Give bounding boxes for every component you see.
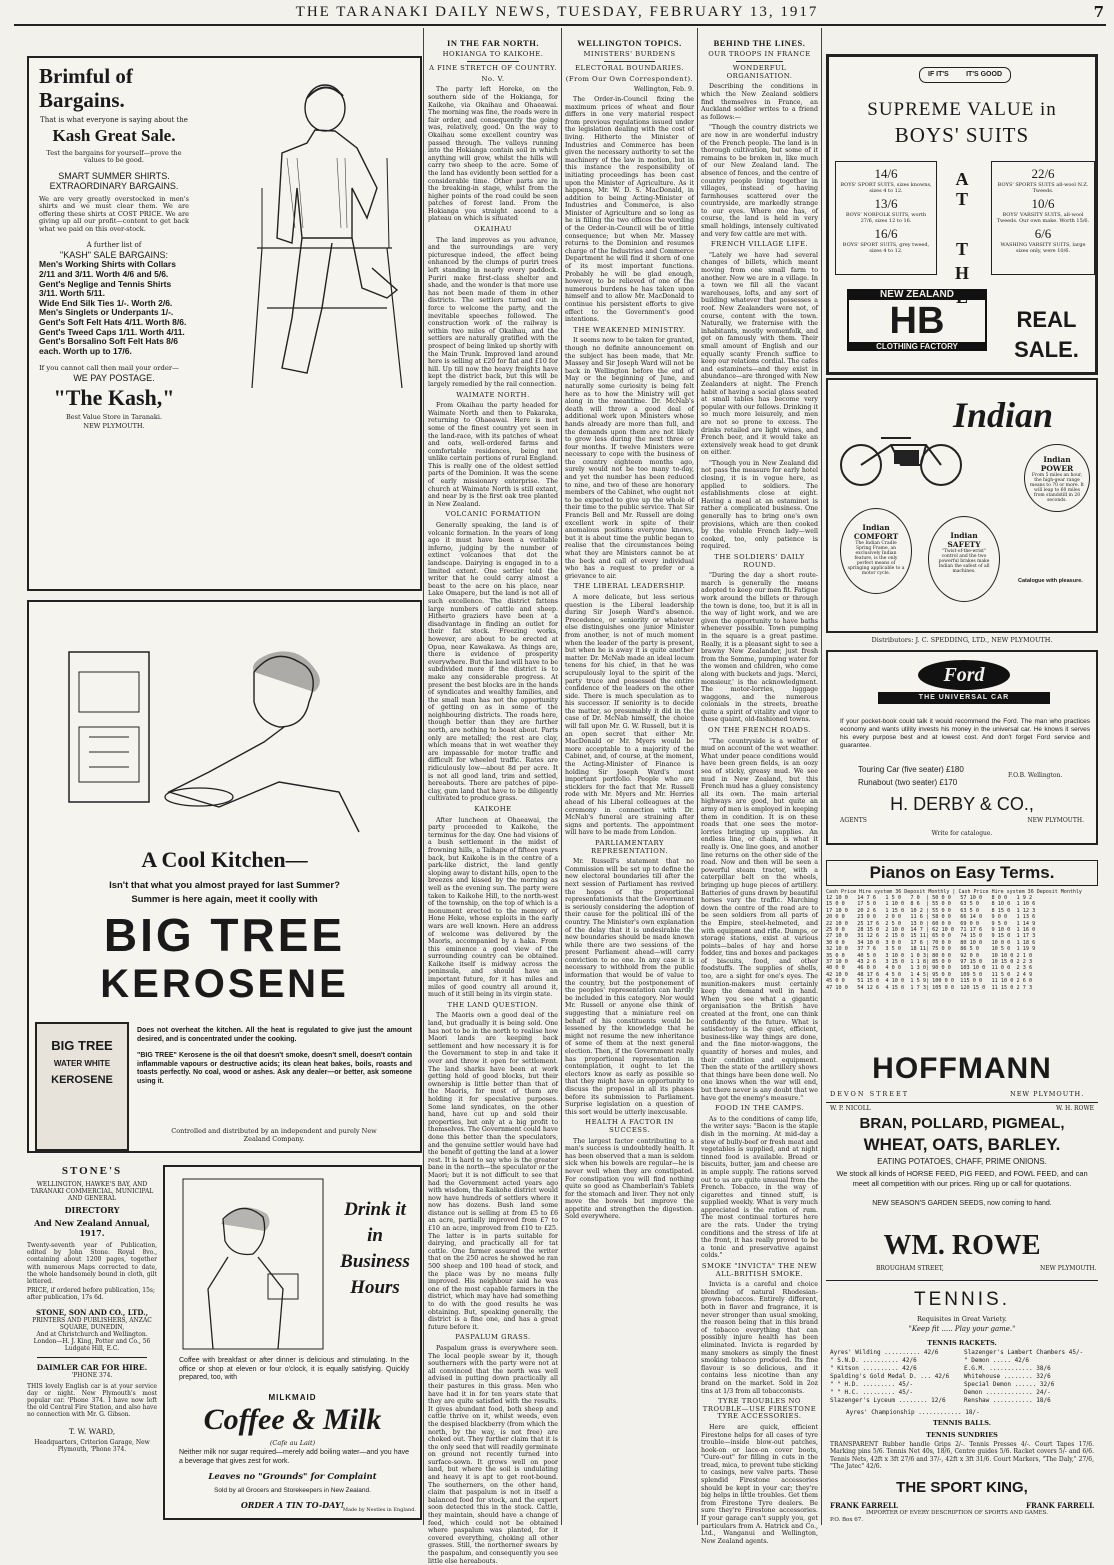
suit-desc: BOYS' VARSITY SUITS, all-wool Tweeds. Our own make. Worth 15/6. xyxy=(996,212,1090,224)
behind-p5: "During the day a short route-march is generally the means adopted to keep our men fit. Fatigue work around the billets or through the town is done, too, but it is all in the way of light work, and we are given the opportunity to have baths whenever possible. Town pumping in the square is a great pastime. Really, it is a pleasant sight to see a brawny New Zealander, just fresh from the Somme, pumping water for the women and children, who come along with buckets and jugs. 'Merci, monsieur,' is the acknowledgment. The motor-lorries, luggage waggons, and the numerous colonials in the streets, breathe quite a spirit of vitality and vigor to these quaint, old-fashioned towns. xyxy=(701,572,818,724)
piano-row: 12 10 0 14 7 6 1 5 0 7 0 | 50 0 0 57 10 0 8 0 0 1 9 2 xyxy=(826,895,1033,901)
tennis-balls: TENNIS BALLS. xyxy=(932,1419,992,1427)
rowe-stock: We stock all kinds of HORSE FEED, PIG FEED, and FOWL FEED, and can meet all competition with our prices. Ring up or call for quotations. xyxy=(836,1169,1088,1188)
kash-town: NEW PLYMOUTH. xyxy=(83,421,145,430)
boys-suits-ad xyxy=(826,54,1098,375)
suit-price: 13/6 xyxy=(874,196,898,211)
seated-man-illustration xyxy=(237,68,412,398)
daimler-title: DAIMLER CAR FOR HIRE. xyxy=(36,1362,148,1372)
rowe-eating: EATING POTATOES, CHAFF, PRIME ONIONS. xyxy=(877,1157,1047,1166)
daimler-phone: 'PHONE 374. xyxy=(71,1371,113,1379)
kash-ad xyxy=(27,56,422,591)
piano-row: 35 0 0 40 5 0 3 10 0 1 0 3| 80 0 0 92 0 0 10 10 0 2 1 0 xyxy=(826,952,1033,959)
milkmaid-sold: Sold by all Grocers and Storekeepers in New Zealand. xyxy=(214,1487,371,1494)
column-rule xyxy=(697,28,698,1525)
tennis-req: Requisites in Great Variety. xyxy=(917,1315,1007,1323)
health-heading: HEALTH A FACTOR IN SUCCESS. xyxy=(585,1118,674,1134)
stones-firm-3: And at Christchurch and Wellington. London—H. J. King, Potter and Co., 56 Ludgate Hill, E.C. xyxy=(33,1330,151,1352)
pianos-title: Pianos on Easy Terms. xyxy=(826,860,1098,886)
rowe-addr: BROUGHAM STREET, xyxy=(876,1265,944,1272)
wellington-own: (From Our Own Correspondent). xyxy=(565,74,694,83)
column-rule xyxy=(561,28,562,1525)
page-number: 7 xyxy=(1093,3,1104,21)
rowe-name: WM. ROWE xyxy=(883,1230,1041,1261)
indian-comfort-desc: The Indian Cradle Spring Frame, an exclusively Indian feature, is the only perfect means of springing applicable to a motor cycle. xyxy=(847,541,905,576)
rowe-seeds: NEW SEASON'S GARDEN SEEDS, now coming to hand. xyxy=(872,1200,1052,1207)
far-north-p5: After luncheon at Ohaeawai, the party proceeded to Kaikohe, the terminus for the day. One had visions of a bush settlement in the midst of frowning hills, a Taihape of fifteen years back, but Kaikohe is in the centre of a park-like district, the land gently sloping away to distant hills, open to the breezes and kissed by the morning as well as the evening sun. The party were taken to Kaikohe Hill, to the north-west of the township, on the top of which is a monument erected to the memory of Hone Heke, whose exploits in the early wars are well known. Here an address of welcome was delivered by the Maoris, accompanied by a haka. From this eminence a good view of the surrounding country can be obtained. Kaikohe itself is midway across the peninsula, and should have an important future, for it has miles and miles of good country all around it, much of it still being in its virgin state. xyxy=(428,816,558,999)
ford-logo xyxy=(878,660,1050,708)
boys-left-box xyxy=(835,161,937,275)
milkmaid-cafe: (Cafe au Lait) xyxy=(269,1439,316,1447)
ford-tag: THE UNIVERSAL CAR xyxy=(878,692,1050,704)
suit-desc: WASHING VARSITY SUITS, large sizes only, were 10/6. xyxy=(1000,242,1086,254)
kash-item: Wide End Silk Ties 1/-. Worth 2/6. xyxy=(39,297,173,308)
indian-power-desc: From 5 miles an hour, the high-gear range means to 70 or more. It will leap to 60 miles from standstill in 20 seconds. xyxy=(1030,473,1084,503)
motorcycle-illustration xyxy=(836,420,966,490)
far-north-sub-1: HOKIANGA TO KAIKOHE. xyxy=(442,49,544,58)
kitchen-question-2: Summer is here again, meet it coolly with xyxy=(131,894,318,905)
kash-item: Gent's Borsalino Soft Felt Hats 8/6 each. Worth up to 17/6. xyxy=(39,336,178,356)
behind-p7: As to the conditions of camp life, the writer says: "Bacon is the staple dish in the morning. At mid-day a stew of bully-beef or fresh meat and vegetables is supplied, and at night tinned food is available. Bread or biscuits, butter, jam and cheese are in ample supply. The rations served out to us are quite unusual from the French. Tobacco, in the way of cigarettes and tinned stuff, is supplied weekly. What is very much appreciated is the ration of rum. The most continual tortures here are the rats. Under the trying conditions and the stress of life at the front, it has really proved to be a tonic and preservative against colds." xyxy=(701,1115,818,1260)
piano-row: 20 0 0 23 0 0 2 0 0 11 6 | 58 0 0 66 14 0 9 0 0 1 13 6 xyxy=(826,914,1036,921)
ford-runabout: Runabout (two seater) £170 xyxy=(858,778,958,787)
tennis-racquets: TENNIS RACKETS. xyxy=(927,1339,997,1347)
kerosene-ad xyxy=(27,600,422,1153)
suit-price: 14/6 xyxy=(874,166,898,181)
piano-row: 45 0 0 51 15 0 4 10 0 1 5 9| 100 0 0 115 0 0 11 10 0 2 6 0 xyxy=(826,978,1033,985)
milkmaid-leaves: Leaves no "Grounds" for Complaint xyxy=(208,1472,377,1482)
liberal-heading: THE LIBERAL LEADERSHIP. xyxy=(573,582,686,591)
pianos-ad xyxy=(826,860,1098,1050)
indian-power: Indian POWER xyxy=(1040,455,1074,473)
far-north-column xyxy=(428,36,558,1565)
stones-annual: And New Zealand Annual, 1917. xyxy=(34,1218,150,1238)
tennis-racket-item: Slazenger's Lyceum ........ 12/6 xyxy=(830,1397,946,1404)
suit-price: 22/6 xyxy=(1031,166,1055,181)
tin-label-1: BIG TREE xyxy=(51,1038,113,1053)
milkmaid-product: Coffee & Milk xyxy=(203,1403,382,1436)
newspaper-title: THE TARANAKI DAILY NEWS, TUESDAY, FEBRUARY 13, 1917 xyxy=(295,4,819,20)
kaikohe-heading: KAIKOHE xyxy=(474,805,512,813)
land-question-heading: THE LAND QUESTION. xyxy=(447,1000,539,1009)
far-north-number: No. V. xyxy=(481,74,505,83)
kash-postage: WE PAY POSTAGE. xyxy=(73,372,155,383)
frank-farrell-left: FRANK FARRELL xyxy=(830,1501,898,1510)
kash-body: We are very greatly overstocked in men's shirts and we must clear them. We are offering these shirts at COST PRICE. We are giving up all our profit—content to get back what we paid on this over-stock. xyxy=(39,194,189,233)
ford-touring: Touring Car (five seater) £180 xyxy=(858,765,964,774)
piano-row: 27 10 0 31 12 6 2 15 0 15 11| 65 0 0 74 15 0 9 15 0 1 17 3 xyxy=(826,933,1036,940)
far-north-p6: The Maoris own a good deal of the land, but gradually it is being sold. One has not to be in the north to realise how Maori lands are keeping back settlement and how necessary it is for the Government to step in and take it over and throw it open for settlement. The land sharks have been at work getting hold of good blocks, but their ownership is little better than that of the Maoris, for most of them are holding it for speculative purposes. Some land syndicates, on the other hand, have cut up and sold their properties, but only at a big profit to themselves. The Government could have done this better than the speculators, and the genuine settler would have had the benefit of getting the land at a lower rest. It is hard to say who is the greater bane in the north—the speculator or the Maori; but it is not difficult to see that had the Government acted years ago with wisdom, the Kaikohe district would now have hundreds of settlers where it now has dozens. Bush land some distance out is selling at from £5 to £6 an acre, partially improved from £7 to £10 an acre, improved from £10 to £25. The latter is in parts suitable for dairying, and practically all for tat cattle. One farmer assured the writer that on the 250 acres he showed he ran 500 sheep and 100 head of stock, and the place was by no means fully improved. His neighbour said he was one of the most capable farmers in the district, which may have had something to do with the good results he was obtaining. But, speaking generally, the district is a fine one, and has a great future before it. xyxy=(428,1012,558,1331)
derby-agents: AGENTS xyxy=(840,817,867,824)
kash-best: Best Value Store in Taranaki. xyxy=(66,413,162,422)
weakened-heading: THE WEAKENED MINISTRY. xyxy=(573,325,686,334)
milkmaid-body: Coffee with breakfast or after dinner is delicious and stimulating. In the office or shop at eleven or four o'clock, it is equally satisfying. Quickly prepared, too, with xyxy=(179,1357,409,1382)
kash-mail: If you cannot call then mail your order— xyxy=(39,364,179,373)
paspalum-heading: PASPALUM GRASS. xyxy=(455,1333,531,1342)
ford-write: Write for catalogue. xyxy=(931,830,993,837)
indian-power-badge xyxy=(1024,444,1090,512)
kash-sub: That is what everyone is saying about the xyxy=(40,116,188,124)
tennis-racket-item: Whitehouse ........ 32/6 xyxy=(964,1373,1051,1380)
wellington-p5: The largest factor contributing to a man's success is undoubtedly health. It has been observed that a man is seldom sick when his bowels are regular—he is never well when they are constipated. For constipation you will find nothing quite so good as Chamberlain's Tablets for the stomach and liver. They not only move the bowels but improve the appetite and strengthen the digestion. Sold everywhere. xyxy=(565,1137,694,1221)
tennis-championship: Ayres' Championship ............ 18/- xyxy=(846,1409,980,1416)
kerosene-logo: KEROSENE xyxy=(100,962,349,1006)
pianos-header: Cash Price Hire system 36 Deposit Monthly | Cash Price Hire system 36 Deposit Monthly xyxy=(826,889,1082,895)
tennis-racket-item: " Demon ..... 42/6 xyxy=(964,1357,1030,1364)
wellington-column xyxy=(565,36,694,1524)
behind-p8: Invicta is a careful and choice blending of natural Rhodesian-grown tobaccos. Entirely different, both in flavor and fragrance, it is never stronger than usual smoking, the reason being that in this brand of tobacco everything that can possibly injure health has been eliminated. Invicta is regarded by many smokers as simply the finest smoking tobacco produced. Its fine flavour is so delicious, and it contains less nicotine than any brand on the market. Sold in 2oz tins at 1/3 from all tobacconists. xyxy=(701,1281,818,1395)
indian-comfort-badge xyxy=(840,508,912,594)
wellington-p2: It seems now to be taken for granted, though no definite announcement on the subject has been made, that Mr. Massey and Sir Joseph Ward will not be back in Wellington before the end of May or the beginning of June, and naturally some curiosity is being felt here as to how the Ministry will get along in the meantime. Dr. McNab's death will throw a good deal of additional work upon Ministers whose hands already are more than full, and the demands upon them are not likely to grow less during the next three or four months. If twelve Ministers were necessary to cope with the business of the country eighteen months ago, surely would not be too many to-day, and yet the number has been reduced to nine, and two of these are honorary members of the Cabinet, who ought not to be expected to give up the whole of their time to the public service. That Sir Francis Bell and Mr. Russell are doing excellent work in spite of their anomalous positions everyone knows, but it is about time the public began to realise that the circumstances being what they are Ministers cannot be at the beck and call of every individual who has a request to prefer or a grievance to air. xyxy=(565,337,694,580)
tennis-racket-item: Ayres' Wilding .......... 42/6 xyxy=(830,1349,939,1356)
daimler-name: T. W. WARD, xyxy=(68,1426,116,1436)
hoffmann-street: DEVON STREET xyxy=(830,1090,910,1098)
tennis-racket-item: " " H.C. ......... 45/- xyxy=(830,1389,914,1396)
indian-safety: Indian SAFETY xyxy=(947,531,981,549)
tennis-racket-item: " S.N.D. .......... 42/6 xyxy=(830,1357,917,1364)
kash-item: Men's Singlets or Underpants 1/-. xyxy=(39,307,174,318)
kash-smart-1: SMART SUMMER SHIRTS. xyxy=(58,170,170,181)
rowe-line-1: BRAN, POLLARD, PIGMEAL, xyxy=(859,1115,1065,1132)
kash-item: Gent's Tweed Caps 1/11. Worth 4/11. xyxy=(39,326,185,337)
suit-desc: BOYS' SPORT SUITS, grey tweed, sizes 4 to 12. xyxy=(842,242,930,254)
behind-p3: "Lately we have had several changes of billets, which meant moving from one small farm to another. Now we are in a village. In a town we fill all the vacant warehouses, lofts, and any sort of building whatever that possesses a roof. New Zealanders were not, of course, content with the town. Naturally, we fraternise with the inhabitants, mostly womenfolk, and get on famously with them. Their small amount of English and our equally scanty French suffice to keep our relations cordial. The cafes and estaminets—and they exist in abundance—are thronged with New Zealanders at night. The French habit of having a social glass seated at small tables has become very popular with our fellows. Drinking it so much more leisurely, and men are not so prone to excess. The drinks retailed are light wines, and French beer, and it would take an extensively weak head to get drunk on either. xyxy=(701,251,818,457)
wellington-p3: A more delicate, but less serious question is the Liberal leadership during Sir Joseph Ward's absence. Precedence, or seniority or whatever else distinguishes one junior Minister from another, is not of much moment when the leader of the party is present, but when he is away it is quite another matter. Dr. McNab made an ideal locum tenens for his chief, in that he was scrupulously loyal to the spirit of the party truce and possessed the entire confidence of the leaders on the other side. There is much speculation as to his successor. If seniority is to decide the matter, so presumably it did in the case of Dr. McNab himself, the choice will fall upon Mr. G. W. Russell, but it is an open secret that either Mr. MacDonald or Mr. Myers would be more acceptable to a majority of the Cabinet, and, of course, at the moment, the Acting-Minister of Finance is holding Sir Joseph Ward's most important portfolio. People who are sticklers for the fact that Mr. Russell rode with Mr. Myers and Mr. Herries ahead of his Liberal colleagues at the ceremony in connection with Dr. McNab's funeral are straining after signs and portents. The appointment will have to be made from London. xyxy=(565,593,694,837)
tin-label-2: WATER WHITE xyxy=(53,1059,111,1068)
wellington-p1: The Order-in-Council fixing the maximum prices of wheat and flour differs in one very material respect from previous regulations issued under the legislation dealing with the cost of living. Hitherto the Minister of Industries and Commerce has been given the necessary authority to set the machinery of the law in motion, but in this instance the responsibility of initiating proceedings has been cast upon the Minister of Agriculture. As it happens, Mr. W. D. S. MacDonald, in addition to being Acting-Minister of Industries and Commerce, is also Minister of Agriculture and so long as he is filling the two offices the wording of the Order-in-Council will be of little consequence; but when Mr. Massey returns to the Dominion and resumes charge of the Industries and Commerce Department he will find it shorn of one of its most important functions. Probably he will be glad enough, however, to be relieved of one of the numerous burdens he has taken upon himself and to allow Mr. MacDonald to continue his persistent efforts to give effect to the Government's good intentions. xyxy=(565,95,694,324)
kash-headline: Brimful of xyxy=(39,64,133,88)
far-north-p3: From Okaihau the party headed for Waimate North and then to Pakaraka, returning to Ohaeawai. Here is met some of the finest country yet seen in the land-race, with its patches of wheat and oats, well-ordered farms and comfortable residences, being not unlike certain portions of rural England. This is really one of the oldest settled parts of the Dominion. It was the scene of early missionary enterprise. The church at Waimate North is still extant, and near by is the first oak tree planted in New Zealand. xyxy=(428,402,558,508)
tennis-keep: "Keep fit ..... Play your game." xyxy=(908,1325,1016,1333)
kash-store-name: "The Kash," xyxy=(53,385,175,411)
tennis-left-list xyxy=(830,1349,960,1405)
wellington-sub-2: ELECTORAL BOUNDARIES. xyxy=(574,64,684,73)
ford-ad xyxy=(826,650,1098,845)
piano-row: 32 10 0 37 7 6 3 5 0 18 11| 75 0 0 86 5 0 10 5 0 1 19 9 xyxy=(826,946,1036,953)
indian-safety-badge xyxy=(928,516,1000,602)
stones-directory: DIRECTORY xyxy=(64,1205,120,1215)
boys-h2: BOYS' SUITS xyxy=(894,123,1030,147)
coffee-woman-illustration xyxy=(183,1179,323,1349)
piano-row: 30 0 0 34 10 0 3 0 0 17 6 | 70 0 0 80 10 0 10 0 0 1 18 6 xyxy=(826,939,1036,946)
village-heading: FRENCH VILLAGE LIFE. xyxy=(710,240,809,249)
piano-row: 15 0 0 17 5 0 1 10 0 8 6 | 55 0 0 63 5 0 8 10 0 1 10 6 xyxy=(826,901,1036,908)
invicta-heading: SMOKE "INVICTA" THE NEW ALL-BRITISH SMOKE. xyxy=(701,1262,818,1278)
piano-row: 17 10 0 20 2 6 1 15 0 10 2 | 55 0 0 63 5 0 8 15 0 1 12 3 xyxy=(826,907,1036,914)
far-north-p1: The party left Horeke, on the southern side of the Hokianga, for Kaikohe, via Okaihau and Ohaeawai. The morning was fine, the roads were in fair order, and consequently the going was, relatively, good. On the way to Okaihau some excellent country was passed through. The valleys running into the Hokianga contain soil in which anything will grow, whilst the hills will carry two sheep to the acre. Some of the land has evidently been settled for a considerable time. Other parts are in the breaking-in stage, whilst from the higher points of the road could be seen patches of forest land. From the Hokianga you straight ascend to a plateau on which is situated xyxy=(428,86,558,223)
piano-row: 37 10 0 43 2 6 3 15 0 1 1 8| 85 0 0 97 15 0 10 15 0 2 2 3 xyxy=(826,959,1033,966)
kash-item: Gent's Soft Felt Hats 4/11. Worth 8/6. xyxy=(39,317,187,328)
woman-stove-illustration xyxy=(59,632,399,832)
ford-fob: F.O.B. Wellington. xyxy=(1008,772,1063,779)
kerosene-copy-2: "BIG TREE" Kerosene is the oil that doesn't smoke, doesn't smell, doesn't contain inflammable vapours or destructive acids; its clean heat bakes, boils, roasts and toasts perfectly. No coal, wood or ashes. Ask any dealer—or better, ask someone using it. xyxy=(137,1052,412,1085)
tennis-right-list xyxy=(964,1349,1096,1405)
kash-headline-2: Bargains. xyxy=(39,88,125,112)
milkmaid-brand: MILKMAID xyxy=(268,1393,317,1402)
good-label: IT'S GOOD xyxy=(966,71,1002,78)
tennis-ad xyxy=(826,1280,1098,1526)
derby-name: H. DERBY & CO., xyxy=(890,794,1034,814)
rowe-nicoll: W. P. NICOLL xyxy=(830,1105,871,1112)
kerosene-copy xyxy=(137,1027,412,1087)
milkmaid-order: ORDER A TIN TO-DAY! xyxy=(240,1500,345,1510)
kerosene-copy-1: Does not overheat the kitchen. All the heat is regulated to give just the amount desired, and is concentrated under the cooking. xyxy=(137,1027,412,1043)
stones-firm-2: PRINTERS AND PUBLISHERS, ANZAC SQUARE, DUNEDIN, xyxy=(32,1316,152,1331)
food-heading: FOOD IN THE CAMPS. xyxy=(714,1104,805,1113)
masthead-rule xyxy=(14,24,1106,26)
behind-lines-column xyxy=(701,36,818,1545)
far-north-p7: Paspalum grass is everywhere seen. The local people swear by it, though southerners with the party were not at all convinced that the north was well advised in putting down practically all their pastures in this grass. Men who have had it in for ten years state that they are quite satisfied with the results. It gives abundant food, both sheep and cattle thrive on it, whilst weeds, even the despised blackberry (from which the north, by the way, is not free) are choked out. They further claim that it is the only seed that will readily germinate on ground not recently turned into surface-sown. It grows well on poor land, but where the soil is undulating and heavy it is apt to get root-bound. The southerners, on the other hand, claim that paspalum is not in itself a balanced food for stock, and the expert soon detected this in the stock. Cattle, they maintain, should have a change of feed, which could not be obtained where paspalum was planted, for it covered everything, choking all other grasses. Still, the northerner swears by the paspalum, and consequently you see little else hereabouts. xyxy=(428,1344,558,1565)
behind-p2: "Though the country districts we are now in are wonderful industry of the French people. The land is in thorough cultivation, but some of it remains to be broken in, like much of our New Zealand land. The absence of fences, and the centre of country people living together in villages, instead of having farmhouses scattered over the countryside, are markedly strange to our eyes. Where one has, of course, the land is held in very small holdings, intensely cultivated and very few cattle are met with. xyxy=(701,124,818,238)
column-rule xyxy=(423,28,424,1525)
kerosene-distributor: Controlled and distributed by an independent and purely New Zealand Company. xyxy=(171,1127,377,1143)
suit-desc: BOYS' SPORT SUITS, sizes knowns, sizes 4 to 12. xyxy=(840,182,932,194)
suit-price: 16/6 xyxy=(874,226,898,241)
roads-heading: ON THE FRENCH ROADS. xyxy=(708,726,811,735)
tyre-heading: TYRE TROUBLES NO TROUBLE—USE FIRESTONE TYRE ACCESSORIES. xyxy=(702,1397,817,1421)
wellington-sub-1: MINISTERS' BURDENS xyxy=(583,49,676,58)
boys-real: REAL xyxy=(1016,307,1077,332)
sport-king: THE SPORT KING, xyxy=(896,1479,1028,1496)
ford-body: If your pocket-book could talk it would recommend the Ford. The man who practices economy and wants utility invests his money in the universal car. He knows it serves his every purpose best and at lowest cost. And don't forget Ford service and guarantee. xyxy=(840,718,1090,749)
tennis-body: TRANSPARENT Rubber handle Grips 2/-. Tennis Presses 4/-. Court Tapes 17/6. Marking pins 5/6. Tennis Net 40s, 18/6, Centre guides 5/6. Racket covers 5/- and 6/6. Tennis Nets, 42ft x 3ft 27/6 and 37/-, 42ft x 3ft 31/6. Court Markers, "The Daly," 27/6, "The Jatec" 42/6. xyxy=(830,1441,1094,1471)
kitchen-question-1: Isn't that what you almost prayed for last Summer? xyxy=(109,880,340,891)
indian-safety-desc: "Twist-of-the-wrist" control and the two powerful brakes make Indian the safest of all machines. xyxy=(938,549,990,574)
rowe-head: W. H. ROWE xyxy=(1056,1105,1094,1112)
tennis-racket-item: E.G.M. ............ 38/6 xyxy=(964,1365,1051,1372)
daimler-body: THIS lovely English car is at your service day or night. New Plymouth's most popular car. 'Phone 374. I have now left the old Central Fire Station, and also have no connection with Mr. G. Gibson. xyxy=(27,1382,157,1419)
ifits-badge xyxy=(919,67,1011,83)
big-tree-logo: BIG TREE xyxy=(103,909,346,961)
far-north-p2: The land improves as you advance, and the surroundings are very picturesque indeed, the effect being enhanced by the clumps of puriri trees left standing in nearly every paddock. Puriri make first-class shelter and shade, and the wonder is that more use has not been made of them in other districts. The settlers turned out in force to welcome the party, and the inevitable speeches followed. The construction work of the railway is within two miles of Okaihau, and the settlers are naturally gratified with the prospect of being linked up shortly with the Main Trunk. Improved land around here is selling at £20 for flat and £10 for hill. Up till now the heavy freights have kept the district back, but this will be largely remedied by the rail connection. xyxy=(428,236,558,388)
hoffmann-town: NEW PLYMOUTH. xyxy=(1010,1090,1085,1098)
boys-right-box xyxy=(991,161,1095,275)
frank-farrell-right: FRANK FARRELL xyxy=(1026,1501,1094,1510)
waimate-heading: WAIMATE NORTH. xyxy=(456,390,530,399)
piano-row: 47 10 0 54 12 6 4 15 0 1 7 3| 105 0 0 120 15 0 11 15 0 2 7 3 xyxy=(826,984,1033,991)
hb-nz: NEW ZEALAND xyxy=(847,289,987,300)
tennis-racket-item: " Kitson .......... 42/6 xyxy=(830,1365,917,1372)
kash-item: Men's Working Shirts with Collars 2/11 and 3/11. Worth 4/6 and 5/6. xyxy=(39,259,176,280)
behind-p9: Here are quick, efficient Firestone helps for all cases of tyre trouble—inside blow-out patches, hook-on or lace-on cover boots, "Cure-out" for filling in cuts in the tread, mica, to prevent tube sticking to casings, new valve parts. These splendid Firestone accessories should be kept in your car; they're big helps in little troubles. Get them from Firestone Tyre dealers. Be sure they're Firestone accessories. If your garage can't supply you, get particulars from A. Hatrick and Co., Ltd., Wanganui and Wellington, New Zealand agents. xyxy=(701,1423,818,1545)
stones-line: WELLINGTON, HAWKE'S BAY, AND TARANAKI COMMERCIAL, MUNICIPAL AND GENERAL xyxy=(30,1181,154,1202)
tennis-racket-item: Demon ............. 24/- xyxy=(964,1389,1051,1396)
milkmaid-ad xyxy=(163,1165,422,1520)
tennis-title: TENNIS. xyxy=(914,1289,1010,1310)
tennis-racket-item: Spalding's Gold Medal D. ... 42/6 xyxy=(830,1373,950,1380)
suit-desc: BOYS' NORFOLK SUITS, worth 27/6, sizes 12 to 16. xyxy=(845,212,927,224)
column-rule xyxy=(821,28,822,1525)
tennis-racket-item: Renshaw ........... 18/6 xyxy=(964,1397,1051,1404)
wellington-p4: Mr. Russell's statement that no Commission will be set up to define the new electoral boundaries till after the next session of Parliament has revived the hopes of the proportional representationists that the Government is seriously considering the adoption of their cause for the political ills of the country. The Minister's own explanation of the delay that it is undesirable the new boundaries should be made known while there are two sessions of the present Parliament ahead—will carry conviction to no one. In any case it is necessary to withhold from the public information that would be of value to the country, but the postponement of the peoples' representation can hardly be included in this category. Nor would Mr. Russell or anyone else think of suggesting that a miniature reel on behalf of his constituents would be lessened by the knowledge that he might not resume the new inheritance of some of them at the next general election. Then, if the Government really has proportional representation in contemplation, it ought to let the electors know as early as possible so that they might have an opportunity to discuss the proposal in all its phases before its submission to Parliament. Surprise legislation on a question of this sort would be utterly inexcusable. xyxy=(565,858,694,1116)
hoffmann-name: HOFFMANN xyxy=(872,1052,1052,1085)
tennis-racket-item: " " H.D. ......... 45/- xyxy=(830,1381,914,1388)
behind-heading: BEHIND THE LINES. xyxy=(713,38,806,48)
kash-item: Gent's Neglige and Tennis Shirts 3/11. Worth 5/11. xyxy=(39,278,172,299)
milkmaid-body-2: Neither milk nor sugar required—merely add boiling water—and you have a beverage that gives zest for work. xyxy=(179,1449,409,1465)
tin-label-3: KEROSENE xyxy=(51,1074,113,1086)
piano-row: 40 0 0 46 0 0 4 0 0 1 3 0| 90 0 0 103 10 0 11 0 0 2 3 6 xyxy=(826,965,1033,972)
indian-brand: Indian xyxy=(952,395,1054,435)
hb-letters: HB xyxy=(847,300,987,342)
hb-logo xyxy=(847,289,987,361)
kash-further: A further list of xyxy=(86,241,142,250)
boys-sale: SALE. xyxy=(1014,337,1079,362)
suit-price: 6/6 xyxy=(1034,226,1052,241)
derby-town: NEW PLYMOUTH. xyxy=(1027,817,1084,824)
kash-sale-title: Kash Great Sale. xyxy=(52,125,176,145)
tennis-racket-item: Special Demon ...... 32/6 xyxy=(964,1381,1055,1388)
piano-row: 25 0 0 28 15 0 2 10 0 14 7 | 62 10 0 71 17 6 9 10 0 1 16 0 xyxy=(826,927,1036,934)
far-north-heading: IN THE FAR NORTH. xyxy=(447,38,539,48)
okaihau-heading: OKAIHAU xyxy=(473,225,513,234)
tennis-po: P.O. Box 67. xyxy=(830,1517,863,1523)
hb-factory: CLOTHING FACTORY xyxy=(847,342,987,351)
behind-sub-1: OUR TROOPS IN FRANCE xyxy=(708,49,811,58)
boys-the: T H xyxy=(954,239,969,283)
daily-heading: THE SOLDIERS' DAILY ROUND. xyxy=(714,553,805,569)
boys-at: A T xyxy=(955,169,969,209)
stones-firm: STONE, SON AND CO., LTD., xyxy=(35,1307,149,1317)
wellington-date: Wellington, Feb. 9. xyxy=(634,86,694,94)
boys-h1: SUPREME VALUE in xyxy=(867,99,1057,120)
milkmaid-drink: Drink it in Business Hours xyxy=(340,1199,410,1298)
kash-smart-2: EXTRAORDINARY BARGAINS. xyxy=(49,181,179,191)
volcanic-heading: VOLCANIC FORMATION xyxy=(445,510,541,519)
tennis-importer: IMPORTER OF EVERY DESCRIPTION OF SPORTS AND GAMES. xyxy=(866,1510,1048,1516)
indian-ad xyxy=(826,378,1098,633)
piano-price-table xyxy=(826,895,1098,991)
suit-desc: BOYS' SPORTS SUITS all-wool N.Z. Tweeds. xyxy=(997,182,1089,194)
stones-directory-ad xyxy=(27,1165,157,1520)
stones-title: STONE'S xyxy=(61,1165,123,1177)
indian-distributor: Distributors: J. C. SPEDDING, LTD., NEW PLYMOUTH. xyxy=(871,636,1053,644)
daimler-addr: Headquarters, Criterion Garage, New Plymouth, 'Phone 374. xyxy=(34,1438,150,1453)
indian-comfort: Indian COMFORT xyxy=(853,523,899,541)
far-north-sub-2: A FINE STRETCH OF COUNTRY. xyxy=(429,64,557,73)
stones-price: PRICE, if ordered before publication, 15s; after publication, 17s 6d. xyxy=(27,1287,156,1302)
stones-body: Twenty-seventh year of Publication, edited by John Stone. Royal 8vo., containing about 1200 pages, together with numerous Maps corrected to date, the whole handsomely bound in cloth, gilt lettered. xyxy=(27,1242,157,1286)
suit-price: 10/6 xyxy=(1031,196,1055,211)
milkmaid-nestle: Made by Nestles in England. xyxy=(342,1507,416,1513)
kash-item-list xyxy=(39,260,189,356)
behind-p1: Describing the conditions in which the New Zealand soldiers find themselves in France, an Auckland soldier writes to a friend as follows:— xyxy=(701,83,818,121)
ifits-label: IF IT'S xyxy=(928,71,949,78)
rowe-ad xyxy=(826,1102,1098,1243)
kerosene-tin xyxy=(35,1022,129,1151)
far-north-p4: Generally speaking, the land is of volcanic formation. In the years of long ago it must have been a veritable inferno, judging by the number of extinct volcanoes that dot the landscape. Dairying is engaged in to a limited extent. One settler told the writer that he could carry almost a beast to the acre on his place, near Lake Omapere, but the land is not all of such excellence. The district fattens large numbers of cattle and sheep. Hitherto graziers have been at a disadvantage in finding an outlet for their fat stock. Freezing works, however, are about to be erected at Opua, near Kawakawa. As things are, there is evidence of prosperity everywhere. But the land will have to be subdivided more if the district is to make any considerable progress. At present the best blocks are in the hands of syndicates and wealthy families, and the small man has not the opportunity of getting on as in some of the neighbouring districts. The roads here, though better than they are further north, are nothing to boast about. Parts only are metalled; the rest are clay, which means that in wet weather they are impassable for motor traffic and difficult for wheeled traffic. Rates are ridiculously low—about 8d per acre. It is not all good land, trim and settled, hereabouts. There are patches of pipe-clay, gum land that have to be diligently cultivated to produce grass. xyxy=(428,522,558,803)
rowe-line-2: WHEAT, OATS, BARLEY. xyxy=(863,1135,1061,1154)
piano-row: 42 10 0 48 17 6 4 5 0 1 4 5| 95 0 0 109 5 0 11 5 0 2 4 9 xyxy=(826,971,1033,978)
kash-test: Test the bargains for yourself—prove the values to be good. xyxy=(46,148,182,164)
behind-sub-2: WONDERFUL ORGANISATION. xyxy=(726,64,793,80)
rowe-town: NEW PLYMOUTH. xyxy=(1040,1265,1097,1272)
tennis-racket-item: Slazenger's Lambert Chambers 45/- xyxy=(964,1349,1084,1356)
ford-brand: Ford xyxy=(918,660,1010,690)
kash-sale-list-title: "KASH" SALE BARGAINS: xyxy=(60,249,168,260)
parliamentary-heading: PARLIAMENTARY REPRESENTATION. xyxy=(591,838,668,855)
wellington-heading: WELLINGTON TOPICS. xyxy=(577,38,682,48)
piano-row: 22 10 0 25 17 6 2 5 0 13 0 | 60 0 0 69 0 0 9 5 0 1 14 9 xyxy=(826,920,1036,927)
behind-p6: "The countryside is a welter of mud on account of the wet weather. What under peace conditions would have been green fields, is an oozy sea of sticky, greasy mud. We see mud in New Zealand, but this French mud has a gluey consistency all its own. The main arterial highways are good, but quite an army of men is employed in keeping them in condition. It is on these roads that one sees the motor-lorries bringing up supplies. An endless line, or chain, is what it really is. One line goes, and another line returns on the other side of the road. Now and then will be seen a powerful steam tractor, with a caterpillar belt on the wheels, bringing up huge pieces of artillery. Batteries of guns drawn by beautiful horses vary the traffic. Marching down the centre of the road are to be seen soldiers from all parts of the Empire, steel-helmeted, and with equipment and rifle. Dumps, or storage stations, exist at various points—bales of hay and horse fodder, tins and boxes and packages of biscuits, food, and other foodstuffs. The supplies of shells, too, are a sight for one's eyes. The munition-makers must certainly keep the demand well in hand. When you see what a gigantic organisation the British have created at the front, one can think confidently of the future. What is satisfactory is the quiet, efficient, business-like way things are done, and the fine motor-waggons, the quantity of horses and mules, and their condition and equipment. Then the state of the artillery shows that things have been done well. No one knows when the war will end, but there never is any doubt that we have got the enemy's measure." xyxy=(701,737,818,1102)
kitchen-headline: A Cool Kitchen— xyxy=(141,847,308,872)
masthead xyxy=(0,0,1114,24)
behind-p4: "Though you in New Zealand did not pass the measure for early hotel closing, it is in vogue here, as applied to soldiers. The establishments close at eight. Having a meal at an estaminet is rather a complicated business. One generally has to bring one's own provisions, which are then cooked by the voluble French lady—well cooked, too, only patience is required. xyxy=(701,459,818,551)
indian-catalogue: Catalogue with pleasure. xyxy=(1018,578,1083,584)
tennis-sundries: TENNIS SUNDRIES xyxy=(926,1431,998,1439)
